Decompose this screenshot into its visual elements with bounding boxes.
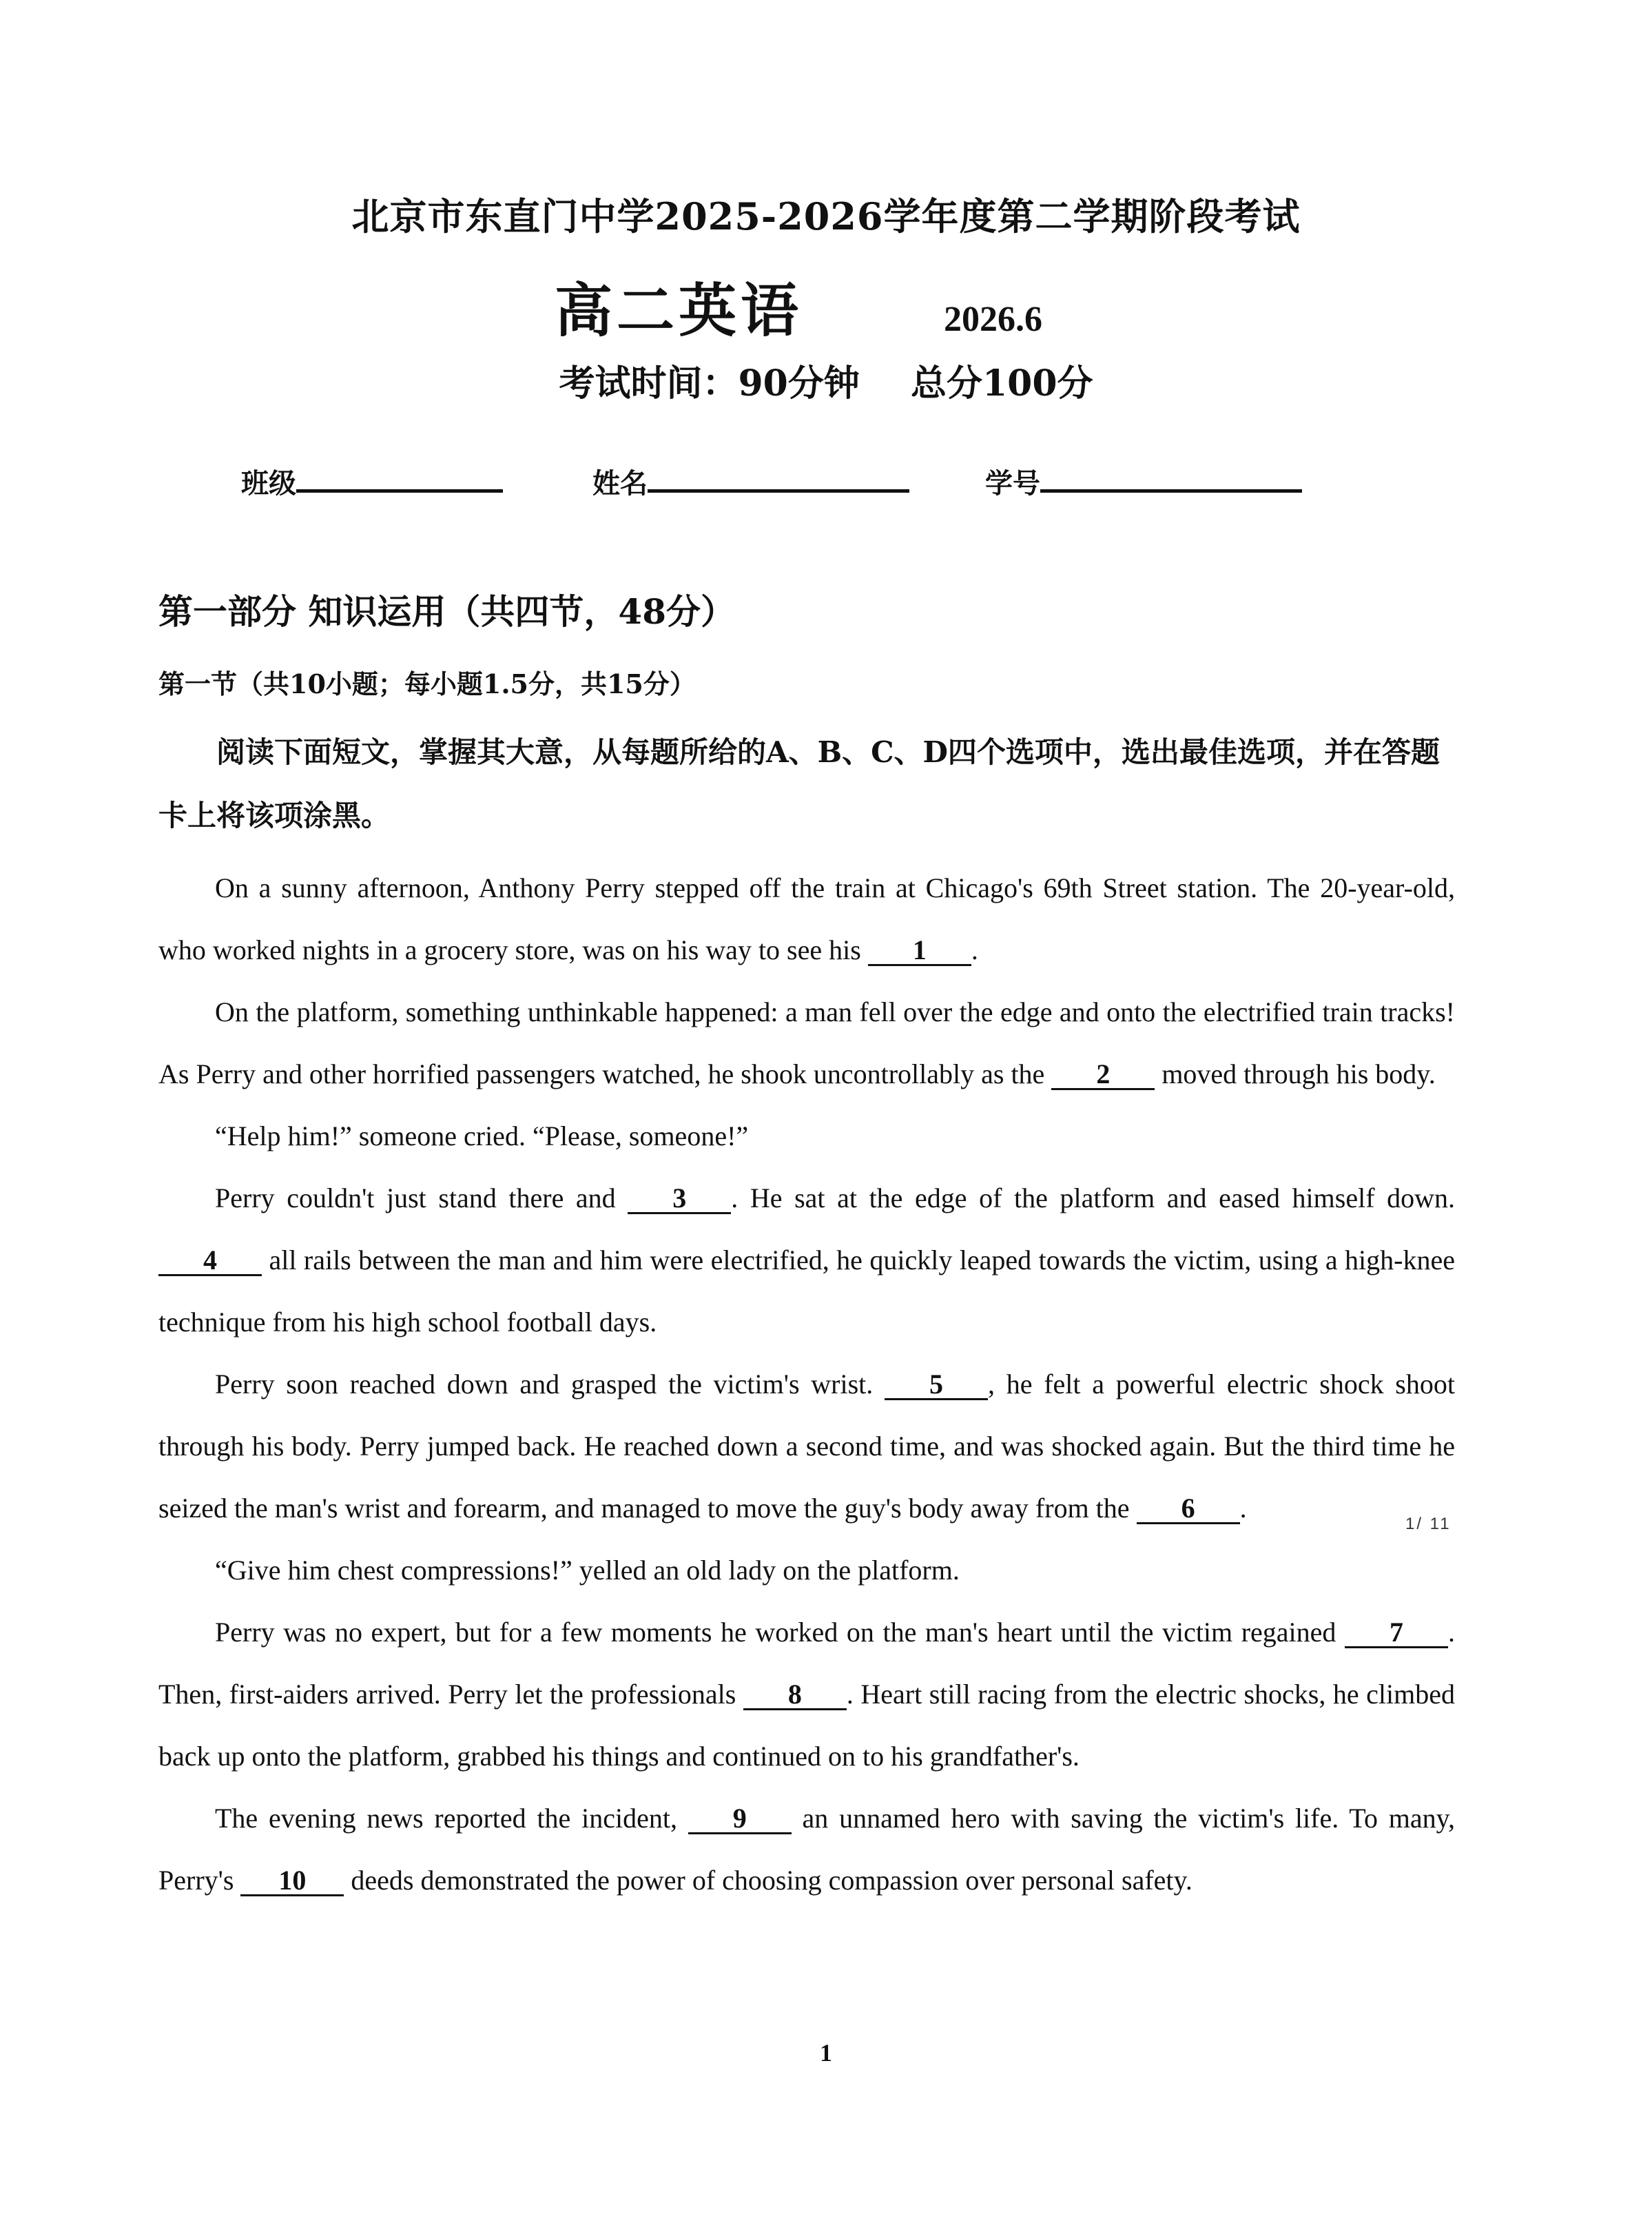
- name-blank[interactable]: [648, 462, 909, 493]
- blank-4: 4: [158, 1247, 262, 1276]
- exam-duration: 考试时间：90分钟: [559, 362, 860, 404]
- exam-title: 北京市东直门中学2025-2026学年度第二学期阶段考试: [351, 194, 1301, 238]
- passage-text: deeds demonstrated the power of choosing compassion over personal safety.: [351, 1865, 1192, 1896]
- passage-paragraph: [158, 1601, 1455, 1787]
- student-id-label: 学号: [985, 467, 1040, 500]
- passage-paragraph: [158, 857, 1455, 981]
- student-info: [241, 462, 1412, 517]
- section-heading: 第一节（共10小题；每小题1.5分，共15分）: [158, 668, 696, 699]
- blank-7: 7: [1345, 1619, 1448, 1648]
- page-number: 1: [820, 2039, 832, 2067]
- subject-title: 高二英语: [554, 276, 803, 345]
- margin-note: 1/ 11: [1405, 1515, 1452, 1533]
- passage-text: an unnamed hero with saving the victim's life. To many, Perry's: [158, 1803, 1455, 1896]
- passage-text: .: [1239, 1493, 1247, 1524]
- passage-paragraph: “Give him chest compressions!” yelled an old lady on the platform.: [215, 1555, 960, 1586]
- blank-1: 1: [868, 936, 971, 966]
- subject-line: [0, 265, 1652, 348]
- passage-text: . Heart still racing from the electric shocks, he climbed back up onto the platform, grabbed his things and continued on to his grandfather's.: [158, 1679, 1455, 1772]
- student-id-blank[interactable]: [1040, 462, 1302, 493]
- passage-text: .: [971, 934, 978, 965]
- blank-2: 2: [1051, 1060, 1155, 1090]
- passage-text: , he felt a powerful electric shock shoot through his body. Perry jumped back. He reached down a second time, and was shocked again. But the third time he seized the man's wrist and forearm, and managed to move the guy's body away from the: [158, 1369, 1455, 1524]
- passage-paragraph: [158, 1787, 1455, 1912]
- blank-9: 9: [688, 1805, 792, 1834]
- class-label: 班级: [241, 467, 296, 500]
- blank-5: 5: [885, 1371, 988, 1400]
- passage-paragraph: [158, 1353, 1455, 1539]
- blank-8: 8: [743, 1681, 847, 1710]
- instructions: 阅读下面短文，掌握其大意，从每题所给的A、B、C、D四个选项中，选出最佳选项，并在答题卡上将该项涂黑。: [158, 735, 1440, 832]
- passage-paragraph: [158, 1167, 1455, 1353]
- part-heading: 第一部分 知识运用（共四节，48分）: [158, 591, 735, 632]
- passage-text: The evening news reported the incident,: [215, 1803, 677, 1834]
- passage-text: . Then, first-aiders arrived. Perry let the professionals: [158, 1617, 1455, 1710]
- name-label: 姓名: [592, 467, 648, 500]
- blank-10: 10: [240, 1867, 344, 1896]
- passage-paragraph: [158, 981, 1455, 1105]
- student-id-field: [985, 462, 1302, 501]
- passage-text: On a sunny afternoon, Anthony Perry stepped off the train at Chicago's 69th Street station. The 20-year-old, who worked nights in a grocery store, was on his way to see his: [158, 872, 1455, 965]
- exam-total-score: 总分100分: [910, 362, 1093, 404]
- passage-text: Perry soon reached down and grasped the victim's wrist.: [215, 1369, 874, 1400]
- blank-3: 3: [628, 1185, 731, 1214]
- class-field: [241, 462, 503, 501]
- passage-text: Perry couldn't just stand there and: [215, 1182, 616, 1213]
- cloze-passage: [158, 857, 1455, 1912]
- passage-text: all rails between the man and him were electrified, he quickly leaped towards the victim, using a high-knee technique from his high school football days.: [158, 1244, 1455, 1338]
- passage-text: Perry was no expert, but for a few moments he worked on the man's heart until the victim regained: [215, 1617, 1336, 1648]
- exam-info: [0, 354, 1652, 406]
- exam-date: 2026.6: [944, 300, 1043, 339]
- class-blank[interactable]: [296, 462, 503, 493]
- passage-paragraph: “Help him!” someone cried. “Please, someone!”: [215, 1120, 749, 1151]
- blank-6: 6: [1137, 1495, 1240, 1524]
- passage-text: moved through his body.: [1161, 1058, 1436, 1089]
- passage-text: . He sat at the edge of the platform and eased himself down.: [731, 1182, 1456, 1213]
- passage-text: On the platform, something unthinkable happened: a man fell over the edge and onto the electrified train tracks! As Perry and other horrified passengers watched, he shook uncontrollably as the: [158, 996, 1455, 1089]
- name-field: [592, 462, 909, 501]
